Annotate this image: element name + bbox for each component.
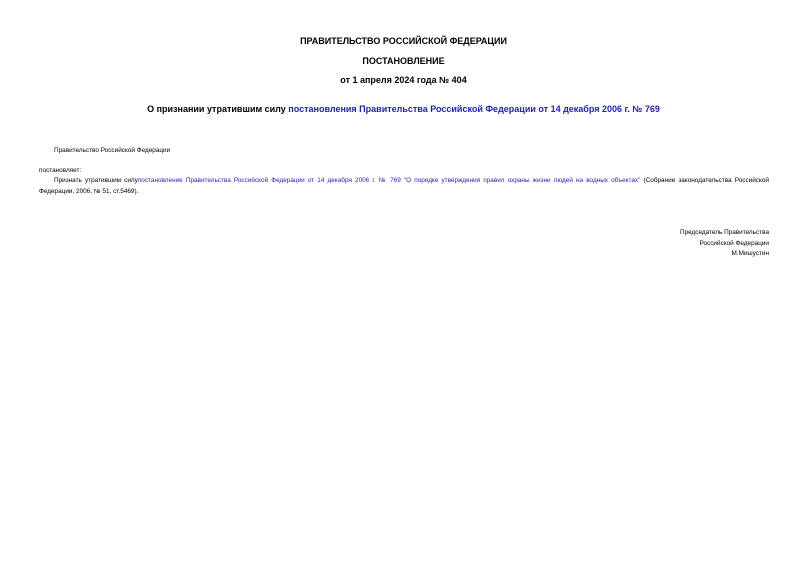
signature-position-line2: Российской Федерации	[699, 239, 769, 247]
government-heading: ПРАВИТЕЛЬСТВО РОССИЙСКОЙ ФЕДЕРАЦИИ	[300, 36, 507, 46]
paragraph-prefix: Признать утратившим силу	[54, 177, 138, 184]
body-paragraph	[39, 176, 769, 197]
decrees-text: постановляет:	[39, 167, 82, 174]
date-number-heading: от 1 апреля 2024 года № 404	[340, 75, 467, 85]
signature-name: М.Мишустин	[731, 250, 769, 257]
signature-block	[680, 228, 769, 260]
signature-position-line1: Председатель Правительства	[680, 229, 769, 236]
title-prefix: О признании утратившим силу	[147, 104, 289, 114]
document-type-heading: ПОСТАНОВЛЕНИЕ	[362, 56, 445, 66]
paragraph-decree-link[interactable]: постановление Правительства Российской Федерации от 14 декабря 2006 г. № 769 "О порядке утверждения правил охраны жизни людей на водных объектах"	[137, 177, 641, 184]
paragraph-suffix: (Собрание законодательства Российской Федерации, 2006, № 51, ст.5469).	[39, 177, 769, 195]
title-decree-link[interactable]: постановления Правительства Российской Федерации от 14 декабря 2006 г. № 769	[288, 104, 660, 114]
issuer-text: Правительство Российской Федерации	[54, 147, 171, 154]
document-title	[0, 104, 807, 115]
